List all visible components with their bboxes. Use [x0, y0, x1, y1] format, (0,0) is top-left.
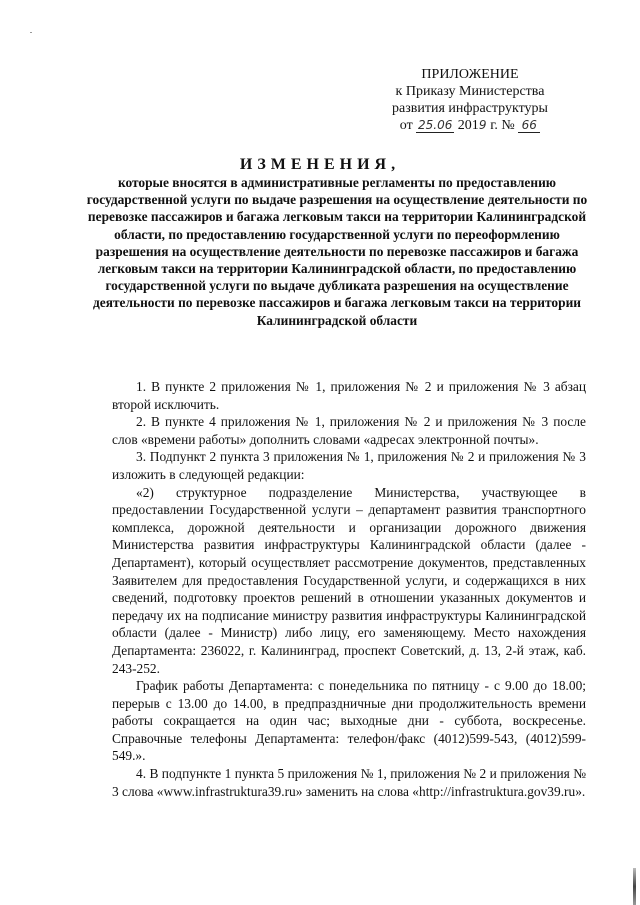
document-body [112, 378, 586, 800]
appendix-title: ПРИЛОЖЕНИЕ [421, 67, 519, 82]
paragraph-3: 3. Подпункт 2 пункта 3 приложения № 1, приложения № 2 и приложения № 3 изложить в следующей редакции: [112, 449, 586, 482]
paragraph-3-quote: «2) структурное подразделение Министерства, участвующее в предоставлении Государственной услуги – департамент развития транспортного комплекса, дорожной деятельности и организации дорожного движения Министерства развития инфраструктуры Калининградской области (далее - Департамент), который осуществляет рассмотрение документов, представленных Заявителем для предоставления Государственной услуги, и содержащихся в них сведений, подготовку проектов решений в отношении указанных документов и передачу их на подписание министру развития инфраструктуры Калининградской области (далее - Министр) либо лицу, его заменяющему. Место нахождения Департамента: 236022, г. Калининград, проспект Советский, д. 13, 2-й этаж, каб. 243-252. [112, 484, 586, 676]
document-subtitle: которые вносятся в административные регламенты по предоставлению государственной услуги по выдаче разрешения на осуществление деятельности по перевозке пассажиров и багажа легковым такси на территории Калининградской области, по предоставлению государственной услуги по переоформлению разрешения на осуществление деятельности по перевозке пассажиров и багажа легковым такси на территории Калининградской области, по предоставлению государственной услуги по выдаче дубликата разрешения на осуществление деятельности по перевозке пассажиров и багажа легковым такси на территории Калининградской области [86, 175, 588, 328]
scan-speck [30, 32, 32, 33]
handwritten-date: 25.06 [418, 118, 453, 132]
appendix-line1: к Приказу Министерства [395, 84, 545, 99]
paragraph-2: 2. В пункте 4 приложения № 1, приложения № 2 и приложения № 3 после слов «времени работы» дополнить словами «адресах электронной почты». [112, 414, 586, 447]
year-suffix: г. № [490, 118, 515, 133]
appendix-line2: развития инфраструктуры [392, 101, 548, 116]
paragraph-schedule: График работы Департамента: с понедельника по пятницу - с 9.00 до 18.00; перерыв с 13.00 до 14.00, в предпраздничные дни продолжительность времени работы сокращается на один час; выходные дни - суббота, воскресенье. Справочные телефоны Департамента: телефон/факс (4012)599-543, (4012)599-549.». [112, 678, 586, 764]
handwritten-number: 66 [518, 119, 540, 133]
scan-edge-mark [633, 868, 636, 905]
from-label: от [399, 118, 413, 133]
document-title: ИЗМЕНЕНИЯ, [239, 156, 401, 173]
appendix-header [370, 66, 570, 134]
year-prefix: 201 [457, 118, 479, 133]
paragraph-1: 1. В пункте 2 приложения № 1, приложения № 2 и приложения № 3 абзац второй исключить. [112, 379, 586, 412]
handwritten-year: 9 [478, 118, 487, 132]
paragraph-4: 4. В подпункте 1 пункта 5 приложения № 1, приложения № 2 и приложения № 3 слова «www.infrastruktura39.ru» заменить на слова «http://infrastruktura.gov39.ru». [112, 766, 586, 799]
appendix-date-line [370, 117, 570, 134]
